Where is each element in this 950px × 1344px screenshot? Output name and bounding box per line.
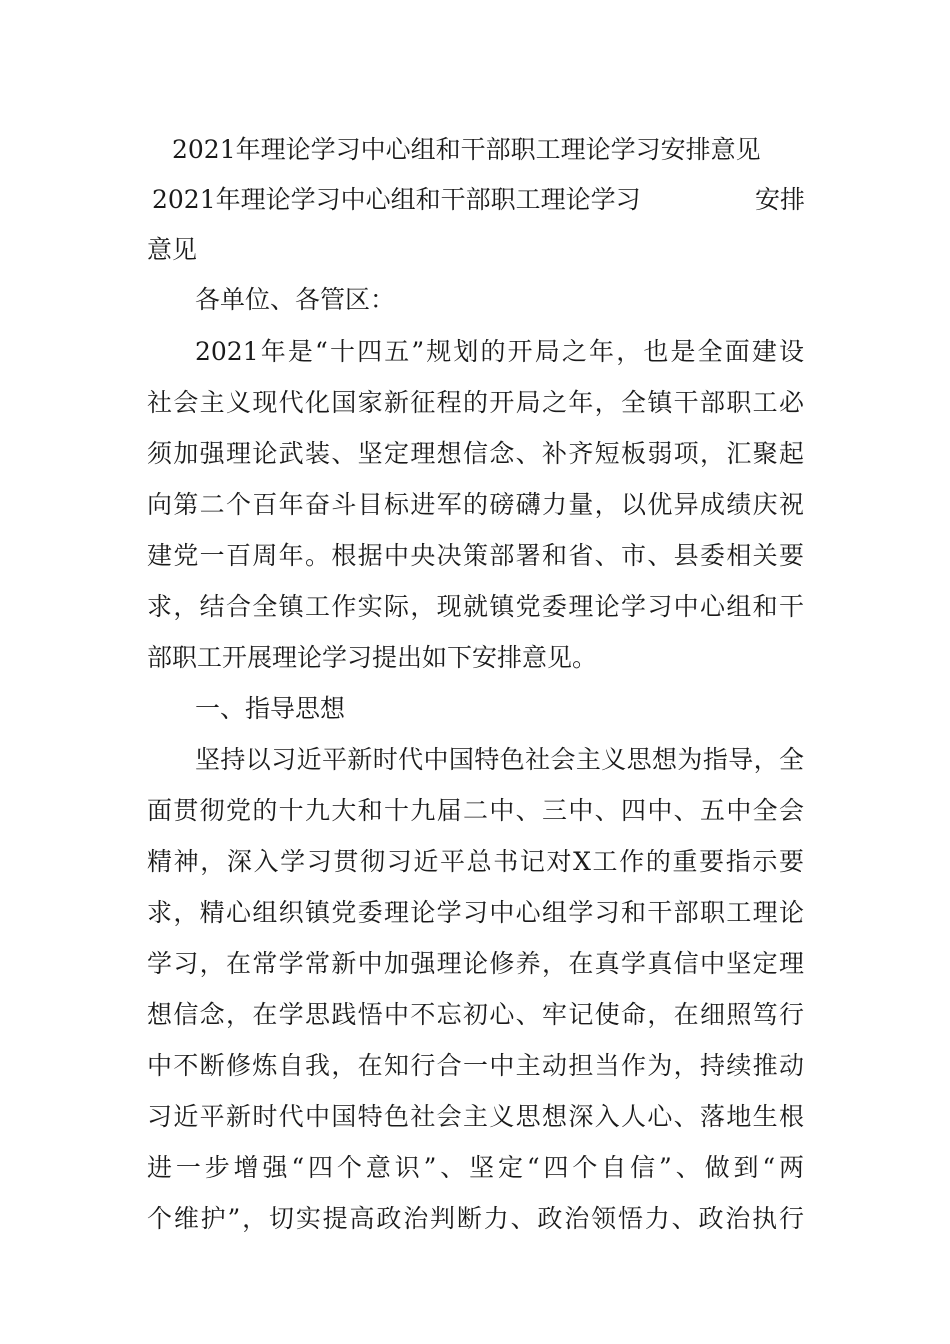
document-title: 2021年理论学习中心组和干部职工理论学习安排意见 (172, 135, 761, 164)
paragraph-line: 精神，深入学习贯彻习近平总书记对X工作的重要指示要 (147, 847, 804, 876)
document-subtitle: 2021年理论学习中心组和干部职工理论学习 (152, 185, 641, 214)
paragraph-line: 部职工开展理论学习提出如下安排意见。 (147, 643, 598, 672)
paragraph-line: 向第二个百年奋斗目标进军的磅礴力量，以优异成绩庆祝 (147, 490, 804, 519)
document-subtitle-end: 安排 (755, 185, 806, 214)
salutation: 各单位、各管区： (195, 285, 396, 314)
paragraph-line: 社会主义现代化国家新征程的开局之年，全镇干部职工必 (147, 388, 804, 417)
paragraph-line: 建党一百周年。根据中央决策部署和省、市、县委相关要 (147, 541, 804, 570)
paragraph-line: 习近平新时代中国特色社会主义思想深入人心、落地生根 (147, 1102, 804, 1131)
paragraph-line: 进一步增强“四个意识”、坚定“四个自信”、做到“两 (147, 1153, 804, 1182)
paragraph-line: 学习，在常学常新中加强理论修养，在真学真信中坚定理 (147, 949, 804, 978)
paragraph-line: 想信念，在学思践悟中不忘初心、牢记使命，在细照笃行 (147, 1000, 804, 1029)
paragraph-line: 坚持以习近平新时代中国特色社会主义思想为指导，全 (195, 745, 804, 774)
paragraph-line: 须加强理论武装、坚定理想信念、补齐短板弱项，汇聚起 (147, 439, 804, 468)
paragraph-line: 求，精心组织镇党委理论学习中心组学习和干部职工理论 (147, 898, 804, 927)
paragraph-line: 中不断修炼自我，在知行合一中主动担当作为，持续推动 (147, 1051, 804, 1080)
paragraph-line: 个维护”，切实提高政治判断力、政治领悟力、政治执行 (147, 1204, 804, 1233)
paragraph-line: 求，结合全镇工作实际，现就镇党委理论学习中心组和干 (147, 592, 804, 621)
document-subtitle-continuation: 意见 (147, 235, 198, 264)
paragraph-line: 2021年是“十四五”规划的开局之年，也是全面建设 (195, 337, 804, 366)
paragraph-line: 面贯彻党的十九大和十九届二中、三中、四中、五中全会 (147, 796, 804, 825)
section-heading: 一、指导思想 (195, 694, 346, 723)
